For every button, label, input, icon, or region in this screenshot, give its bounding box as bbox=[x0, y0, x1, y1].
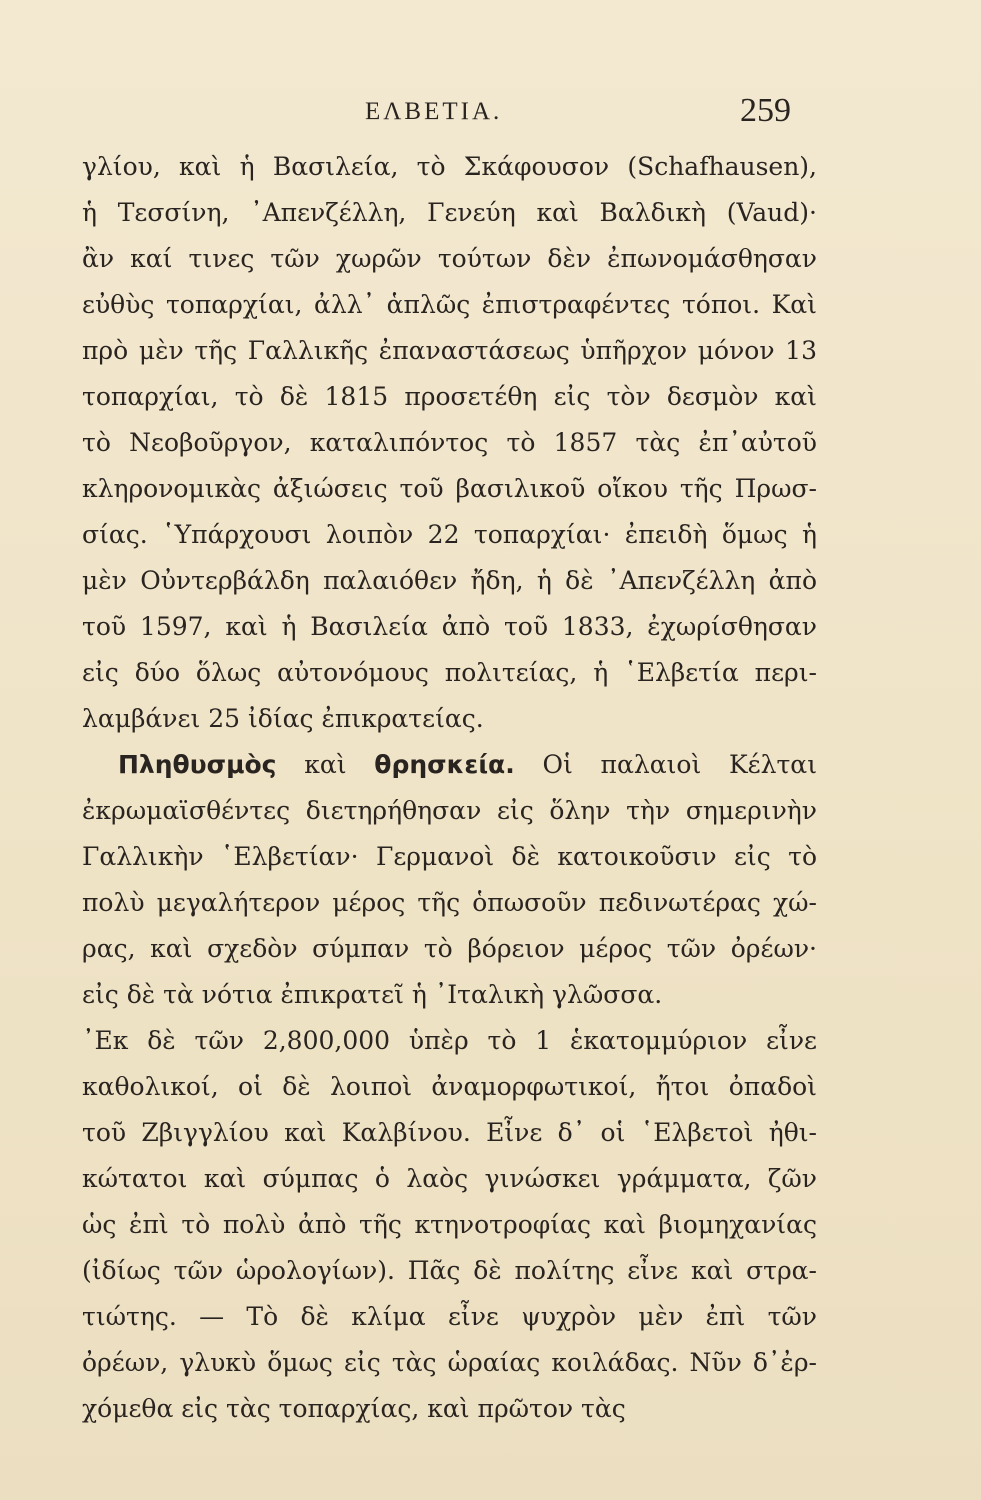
text-line: τοῦ Ζβιγγλίου καὶ Καλβίνου. Εἶνε δ᾿ οἱ ῾Ελβετοὶ ἠθι- bbox=[82, 1118, 817, 1147]
page-number: 259 bbox=[740, 92, 791, 129]
text-line: πρὸ μὲν τῆς Γαλλικῆς ἐπαναστάσεως ὑπῆρχον μόνον 13 bbox=[82, 336, 817, 365]
text-line: κληρονομικὰς ἀξιώσεις τοῦ βασιλικοῦ οἴκου τῆς Πρωσ- bbox=[82, 474, 817, 503]
running-title: ΕΛΒΕΤΙΑ. bbox=[365, 98, 503, 125]
section-heading-bold-2: θρησκεία. bbox=[374, 750, 515, 779]
text-line: γλίου, καὶ ἡ Βασιλεία, τὸ Σκάφουσον (Schafhausen), bbox=[82, 152, 817, 181]
section-heading-connector: καὶ bbox=[276, 750, 375, 779]
text-line: μὲν Οὐντερβάλδη παλαιόθεν ἤδη, ἡ δὲ ᾿Απενζέλλη ἀπὸ bbox=[82, 566, 817, 595]
text-line: χόμεθα εἰς τὰς τοπαρχίας, καὶ πρῶτον τὰς bbox=[82, 1394, 626, 1423]
text-line: λαμβάνει 25 ἰδίας ἐπικρατείας. bbox=[82, 704, 484, 733]
text-line: εἰς δύο ὅλως αὐτονόμους πολιτείας, ἡ ῾Ελβετία περι- bbox=[82, 658, 817, 687]
text-line: Γαλλικὴν ῾Ελβετίαν· Γερμανοὶ δὲ κατοικοῦσιν εἰς τὸ bbox=[82, 842, 817, 871]
text-line: ᾿Εκ δὲ τῶν 2,800,000 ὑπὲρ τὸ 1 ἑκατομμύριον εἶνε bbox=[82, 1026, 817, 1055]
text-line: ὡς ἐπὶ τὸ πολὺ ἀπὸ τῆς κτηνοτροφίας καὶ βιομηχανίας bbox=[82, 1210, 817, 1239]
text-line-continuation: Οἱ παλαιοὶ Κέλται bbox=[542, 750, 817, 779]
text-line: ἂν καί τινες τῶν χωρῶν τούτων δὲν ἐπωνομάσθησαν bbox=[82, 244, 817, 273]
section-heading-line bbox=[82, 742, 817, 788]
section-heading-bold: Πληθυσμὸς bbox=[118, 750, 277, 779]
text-line: ρας, καὶ σχεδὸν σύμπαν τὸ βόρειον μέρος τῶν ὀρέων· bbox=[82, 934, 817, 963]
text-line: τοπαρχίαι, τὸ δὲ 1815 προσετέθη εἰς τὸν δεσμὸν καὶ bbox=[82, 382, 817, 411]
text-line: κώτατοι καὶ σύμπας ὁ λαὸς γινώσκει γράμματα, ζῶν bbox=[82, 1164, 817, 1193]
text-line: εὐθὺς τοπαρχίαι, ἀλλ᾿ ἁπλῶς ἐπιστραφέντες τόποι. Καὶ bbox=[82, 290, 817, 319]
text-line: ὀρέων, γλυκὺ ὅμως εἰς τὰς ὡραίας κοιλάδας. Νῦν δ᾿ἐρ- bbox=[82, 1348, 817, 1377]
text-line: (ἰδίως τῶν ὡρολογίων). Πᾶς δὲ πολίτης εἶνε καὶ στρα- bbox=[82, 1256, 817, 1285]
text-line: εἰς δὲ τὰ νότια ἐπικρατεῖ ἡ ᾿Ιταλικὴ γλῶσσα. bbox=[82, 980, 663, 1009]
text-line: πολὺ μεγαλήτερον μέρος τῆς ὁπωσοῦν πεδινωτέρας χώ- bbox=[82, 888, 817, 917]
text-line: καθολικοί, οἱ δὲ λοιποὶ ἀναμορφωτικοί, ἤτοι ὀπαδοὶ bbox=[82, 1072, 817, 1101]
text-line: ἐκρωμαϊσθέντες διετηρήθησαν εἰς ὅλην τὴν σημερινὴν bbox=[82, 796, 817, 825]
body-text bbox=[82, 144, 817, 1432]
text-line: σίας. ῾Υπάρχουσι λοιπὸν 22 τοπαρχίαι· ἐπειδὴ ὅμως ἡ bbox=[82, 520, 817, 549]
text-line: ἡ Τεσσίνη, ᾿Απενζέλλη, Γενεύη καὶ Βαλδικὴ (Vaud)· bbox=[82, 198, 817, 227]
running-head bbox=[0, 92, 981, 132]
text-line: τιώτης. — Τὸ δὲ κλίμα εἶνε ψυχρὸν μὲν ἐπὶ τῶν bbox=[82, 1302, 817, 1331]
text-line: τὸ Νεοβοῦργον, καταλιπόντος τὸ 1857 τὰς ἐπ᾿αὐτοῦ bbox=[82, 428, 817, 457]
text-line: τοῦ 1597, καὶ ἡ Βασιλεία ἀπὸ τοῦ 1833, ἐχωρίσθησαν bbox=[82, 612, 817, 641]
